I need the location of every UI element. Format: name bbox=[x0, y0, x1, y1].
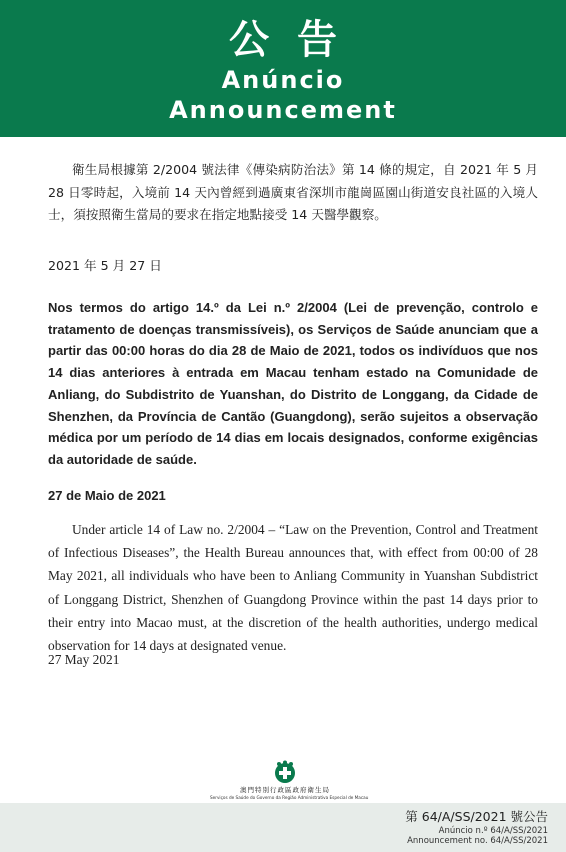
footer-ref-en: Announcement no. 64/A/SS/2021 bbox=[407, 836, 548, 846]
title-pt: Anúncio bbox=[221, 66, 345, 94]
date-pt: 27 de Maio de 2021 bbox=[48, 488, 166, 503]
paragraph-en: Under article 14 of Law no. 2/2004 – “Law on the Prevention, Control and Treatment of Infectious Diseases”, the Health Bureau announces that, with effect from 00:00 of 28 May 2021, all individuals who have been to Anliang Community in Yuanshan Subdistrict of Longgang District, Shenzhen of Guangdong Province within the past 14 days prior to their entry into Macao must, at the discretion of the health authorities, undergo medical observation for 14 days at designated venue. bbox=[48, 522, 538, 654]
title-zh: 公告 bbox=[229, 17, 365, 63]
footer-ref-zh: 第 64/A/SS/2021 號公告 bbox=[405, 809, 548, 824]
paragraph-zh: 衛生局根據第 2/2004 號法律《傳染病防治法》第 14 條的規定，自 2021 年 5 月 28 日零時起，入境前 14 天內曾經到過廣東省深圳市龍崗區園山街道安良社區的入境人士，須按照衛生當局的要求在指定地點接受 14 天醫學觀察。 bbox=[48, 162, 538, 222]
logo-name-pt: Serviços de Saúde do Governo da Região Administrativa Especial de Macau bbox=[210, 795, 369, 800]
logo-name-zh: 澳門特別行政區政府衛生局 bbox=[240, 786, 330, 794]
date-zh: 2021 年 5 月 27 日 bbox=[48, 258, 162, 273]
footer-ref-pt: Anúncio n.º 64/A/SS/2021 bbox=[438, 826, 548, 836]
footer-bar bbox=[0, 803, 566, 852]
health-bureau-logo bbox=[210, 760, 369, 801]
health-bureau-emblem-icon bbox=[273, 760, 297, 784]
paragraph-pt: Nos termos do artigo 14.º da Lei n.º 2/2004 (Lei de prevenção, controlo e tratamento de doenças transmissíveis), os Serviços de Saúde anunciam que a partir das 00:00 horas do dia 28 de Maio de 2021, todos os indivíduos que nos 14 dias anteriores à entrada em Macau tenham estado na Comunidade de Anliang, do Subdistrito de Yuanshan, do Distrito de Longgang, da Cidade de Shenzhen, da Província de Cantão (Guangdong), serão sujeitos a observação médica por um período de 14 dias em locais designados, conforme exigências da autoridade de saúde. bbox=[48, 300, 538, 467]
date-en: 27 May 2021 bbox=[48, 652, 120, 667]
title-en: Announcement bbox=[169, 96, 397, 124]
header-banner bbox=[0, 0, 566, 137]
